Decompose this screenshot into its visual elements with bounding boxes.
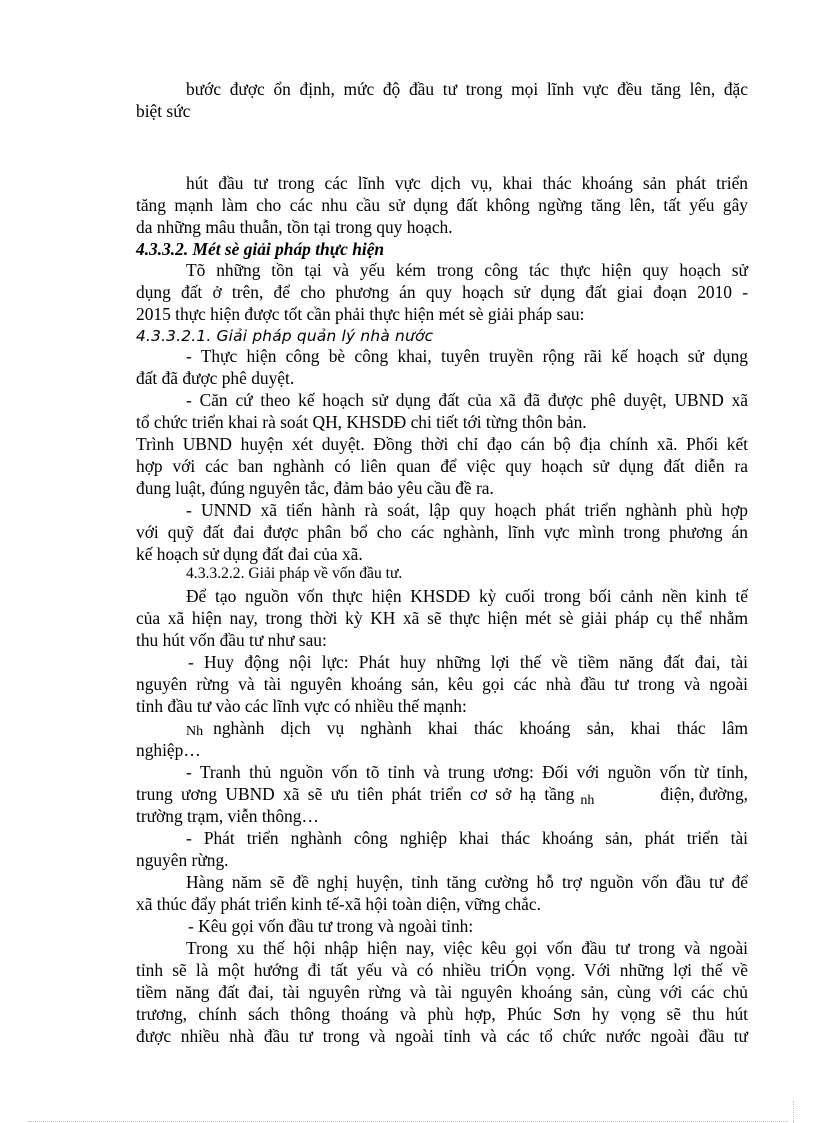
- text-line: tăng mạnh làm cho các nhu cầu sử dụng đất không ngừng tăng lên, tất yếu gây: [136, 195, 748, 215]
- text-line: - Kêu gọi vốn đầu tư trong và ngoài tỉnh:: [188, 916, 474, 936]
- text-line: kế hoạch sử dụng đất đai của xã.: [136, 544, 363, 564]
- text-line: nguyên rừng và tài nguyên khoáng sản, kêu gọi các nhà đầu tư trong và ngoài: [136, 674, 748, 694]
- text-line: Trong xu thế hội nhập hiện nay, việc kêu gọi vốn đầu tư trong và ngoài: [186, 938, 748, 958]
- text-line: - Tranh thủ nguồn vốn tõ tỉnh và trung ương: Đối với nguồn vốn từ tỉnh,: [186, 762, 748, 782]
- text-line: - Phát triển nghành công nghiệp khai thác khoáng sản, phát triển tài: [186, 828, 748, 848]
- text-line: Tõ những tồn tại và yếu kém trong công tác thực hiện quy hoạch sử: [186, 260, 748, 280]
- text-line: nguyên rừng.: [136, 850, 229, 870]
- text-line: - Thực hiện công bè công khai, tuyên truyền rộng rãi kế hoạch sử dụng: [186, 346, 748, 366]
- text-line: - Căn cứ theo kế hoạch sử dụng đất của xã đã được phê duyệt, UBND xã: [186, 390, 748, 410]
- text-line: - Huy động nội lực: Phát huy những lợi thế về tiềm năng đất đai, tài: [188, 652, 748, 672]
- text-line: bước được ổn định, mức độ đầu tư trong mọi lĩnh vực đều tăng lên, đặc: [186, 79, 748, 99]
- text-line: của xã hiện nay, trong thời kỳ KH xã sẽ thực hiện mét sè giải pháp cụ thể nhằm: [136, 608, 748, 628]
- text-line: Hàng năm sẽ đề nghị huyện, tỉnh tăng cường hỗ trợ nguồn vốn đầu tư để: [186, 872, 748, 892]
- text-line: đung luật, đúng nguyên tắc, đảm bảo yêu cầu đề ra.: [136, 478, 494, 498]
- section-heading: 4.3.3.2. Mét sè giải pháp thực hiện: [136, 239, 385, 259]
- text-line: hợp với các ban nghành có liên quan để việc quy hoạch sử dụng đất diễn ra: [136, 456, 748, 476]
- inline-fragment: trung ương UBND xã sẽ ưu tiên phát triển cơ sở hạ tầng: [136, 784, 575, 804]
- text-line: xã thúc đẩy phát triển kinh tế-xã hội toàn diện, vững chắc.: [136, 894, 541, 914]
- text-line: nghiệp…: [136, 740, 201, 760]
- text-line: biệt sức: [136, 101, 191, 121]
- text-line: 2015 thực hiện được tốt cần phải thực hiện mét sè giải pháp sau:: [136, 304, 585, 324]
- inline-fragment: nghành dịch vụ nghành khai thác khoáng sản, khai thác lâm: [213, 718, 748, 738]
- text-line: - UNND xã tiến hành rà soát, lập quy hoạch phát triển nghành phù hợp: [186, 500, 748, 520]
- text-line: tỉnh sẽ là một hướng đi tất yếu và có nhiều triÓn vọng. Với những lợi thế về: [136, 960, 748, 980]
- subsection-heading: 4.3.3.2.1. Giải pháp quản lý nhà nước: [136, 327, 434, 345]
- text-line: tỉnh đầu tư vào các lĩnh vực có nhiều thế mạnh:: [136, 696, 467, 716]
- inline-fragment: Nh: [186, 724, 204, 739]
- text-line: thu hút vốn đầu tư như sau:: [136, 630, 327, 650]
- subsection-heading: 4.3.3.2.2. Giải pháp về vốn đầu tư.: [186, 565, 403, 582]
- text-line: được nhiều nhà đầu tư trong và ngoài tỉnh và các tổ chức nước ngoài đầu tư: [136, 1026, 748, 1046]
- text-line: Trình UBND huyện xét duyệt. Đồng thời chỉ đạo cán bộ địa chính xã. Phối kết: [136, 434, 748, 454]
- text-line: dụng đất ở trên, để cho phương án quy hoạch sử dụng đất giai đoạn 2010 -: [136, 282, 748, 302]
- text-line: tiềm năng đất đai, tài nguyên rừng và tài nguyên khoáng sản, cùng với các chủ: [136, 982, 748, 1002]
- inline-fragment: điện, đường,: [660, 784, 748, 804]
- inline-fragment: nh: [580, 793, 595, 808]
- text-line: với quỹ đất đai được phân bổ cho các nghành, lĩnh vực mình trong phương án: [136, 522, 748, 542]
- page-bottom-border: [28, 1121, 788, 1122]
- text-line: trường trạm, viễn thông…: [136, 806, 319, 826]
- text-line: Để tạo nguồn vốn thực hiện KHSDĐ kỳ cuối trong bối cảnh nền kinh tế: [186, 586, 748, 606]
- text-line: da những mâu thuẫn, tồn tại trong quy hoạch.: [136, 217, 453, 237]
- text-line: trương, chính sách thông thoáng và phù hợp, Phúc Sơn hy vọng sẽ thu hút: [136, 1004, 748, 1024]
- text-line: [186, 717, 748, 739]
- page-corner-mark: [793, 1101, 794, 1123]
- text-line: hút đầu tư trong các lĩnh vực dịch vụ, khai thác khoáng sản phát triển: [186, 173, 748, 193]
- text-line: tổ chức triển khai rà soát QH, KHSDĐ chi tiết tới từng thôn bản.: [136, 412, 587, 432]
- text-line: đất đã được phê duyệt.: [136, 368, 295, 388]
